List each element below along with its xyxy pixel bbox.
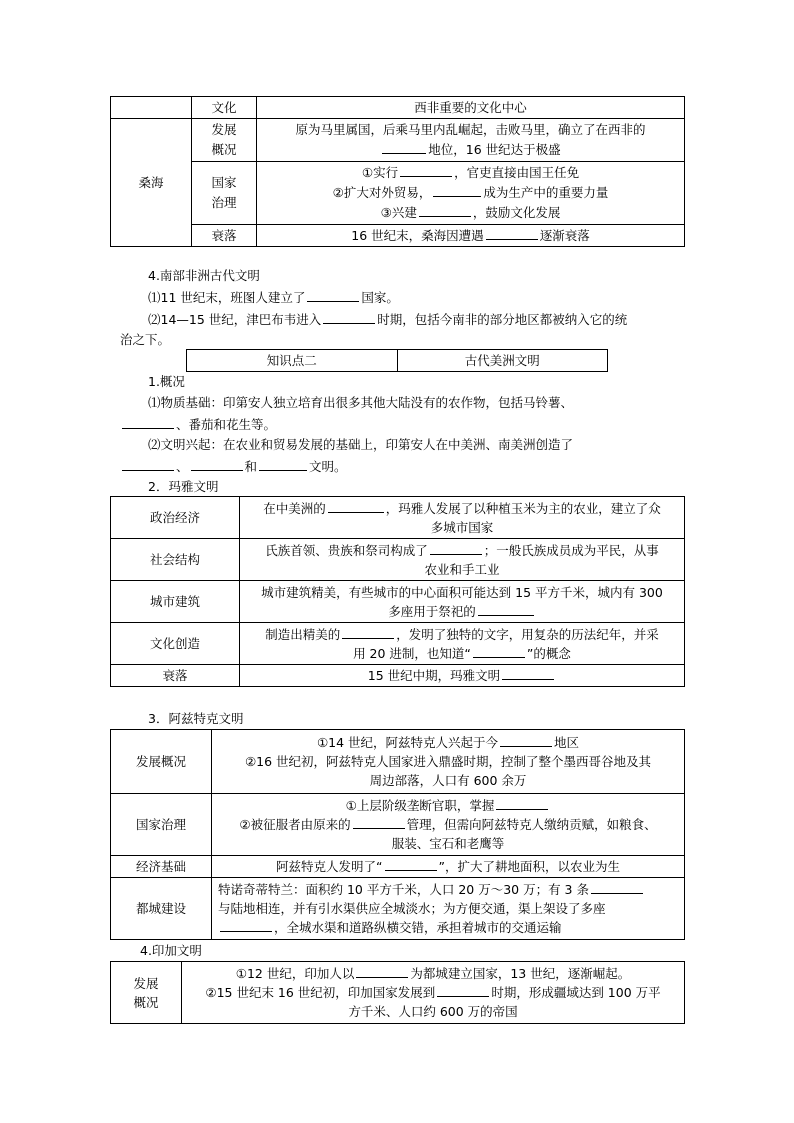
aztec-r2-text: ①上层阶级垄断官职，掌握 ②被征服者由原来的 管理，但需向阿兹特克人缴纳贡赋，如粮食、 服装、宝石和老鹰等	[212, 794, 685, 856]
maya-r4-text: 制造出精美的 ，发明了独特的文字，用复杂的历法纪年，并采 用 20 进制，也知道“ ”的概念	[240, 623, 685, 665]
decline-label: 衰落	[192, 225, 257, 247]
aztec-r3-text: 阿兹特克人发明了“ ”，扩大了耕地面积，以农业为生	[212, 856, 685, 878]
overview-p1: ⑴物质基础：印第安人独立培育出很多其他大陆没有的农作物，包括马铃薯、	[148, 395, 574, 410]
culture-label: 文化	[192, 97, 257, 119]
dev-label: 发展 概况	[192, 119, 257, 162]
south-p2-cont: 治之下。	[120, 332, 171, 347]
aztec-r4-text: 特诺奇蒂特兰：面积约 10 平方千米，人口 20 万～30 万；有 3 条 与陆地相连，并有引水渠供应全城淡水；为方便交通，渠上架设了多座 ，全城水渠和道路纵横交错，承担着城市的交通运输	[212, 878, 685, 940]
kp-label: 知识点二	[187, 350, 398, 372]
inca-r1-text: ①12 世纪，印加人以 为都城建立国家，13 世纪，逐渐崛起。 ②15 世纪末 16 世纪初，印加国家发展到 时期，形成疆域达到 100 万平 方千米、人口约 600 万的帝国	[182, 962, 685, 1024]
aztec-title: 3．阿兹特克文明	[148, 711, 244, 726]
aztec-r3-label: 经济基础	[111, 856, 212, 878]
inca-r1-label: 发展 概况	[111, 962, 182, 1024]
maya-r1-label: 政治经济	[111, 497, 240, 539]
kp-title: 古代美洲文明	[397, 350, 608, 372]
maya-r2-text: 氏族首领、贵族和祭司构成了 ；一般氏族成员成为平民，从事 农业和手工业	[240, 539, 685, 581]
gov-label: 国家 治理	[192, 162, 257, 225]
maya-r1-text: 在中美洲的 ，玛雅人发展了以种植玉米为主的农业，建立了众 多城市国家	[240, 497, 685, 539]
maya-r3-label: 城市建筑	[111, 581, 240, 623]
knowledge-point-bar	[186, 349, 608, 372]
south-p2: ⑵14—15 世纪，津巴布韦进入 时期，包括今南非的部分地区都被纳入它的统	[148, 312, 628, 327]
maya-r2-label: 社会结构	[111, 539, 240, 581]
maya-r5-text: 15 世纪中期，玛雅文明	[240, 665, 685, 687]
sanghai-table	[110, 96, 685, 247]
south-p1: ⑴11 世纪末，班图人建立了 国家。	[148, 290, 399, 305]
south-title: 4.南部非洲古代文明	[148, 268, 260, 283]
maya-r5-label: 衰落	[111, 665, 240, 687]
aztec-r2-label: 国家治理	[111, 794, 212, 856]
inca-title: 4.印加文明	[140, 943, 202, 958]
empty-cell	[111, 97, 192, 119]
overview-p2-cont: 、 和 文明。	[120, 457, 347, 476]
overview-p1-cont: 、番茄和花生等。	[120, 415, 276, 434]
maya-r3-text: 城市建筑精美，有些城市的中心面积可能达到 15 平方千米，城内有 300 多座用于祭祀的	[240, 581, 685, 623]
maya-table	[110, 496, 685, 687]
aztec-table	[110, 729, 685, 940]
decline-text: 16 世纪末，桑海因遭遇 逐渐衰落	[257, 225, 685, 247]
maya-r4-label: 文化创造	[111, 623, 240, 665]
maya-title: 2．玛雅文明	[148, 479, 219, 494]
gov-text: ①实行 ，官吏直接由国王任免 ②扩大对外贸易， 成为生产中的重要力量 ③兴建 ，鼓励文化发展	[257, 162, 685, 225]
aztec-r4-label: 都城建设	[111, 878, 212, 940]
overview-p2: ⑵文明兴起：在农业和贸易发展的基础上，印第安人在中美洲、南美洲创造了	[148, 437, 574, 452]
dev-text: 原为马里属国，后乘马里内乱崛起，击败马里，确立了在西非的 地位，16 世纪达于极盛	[257, 119, 685, 162]
aztec-r1-label: 发展概况	[111, 730, 212, 794]
sanghai-label: 桑海	[111, 119, 192, 247]
aztec-r1-text: ①14 世纪，阿兹特克人兴起于今 地区 ②16 世纪初，阿兹特克人国家进入鼎盛时期，控制了整个墨西哥谷地及其 周边部落，人口有 600 余万	[212, 730, 685, 794]
inca-table	[110, 961, 685, 1024]
overview-title: 1.概况	[148, 374, 185, 389]
culture-value: 西非重要的文化中心	[257, 97, 685, 119]
